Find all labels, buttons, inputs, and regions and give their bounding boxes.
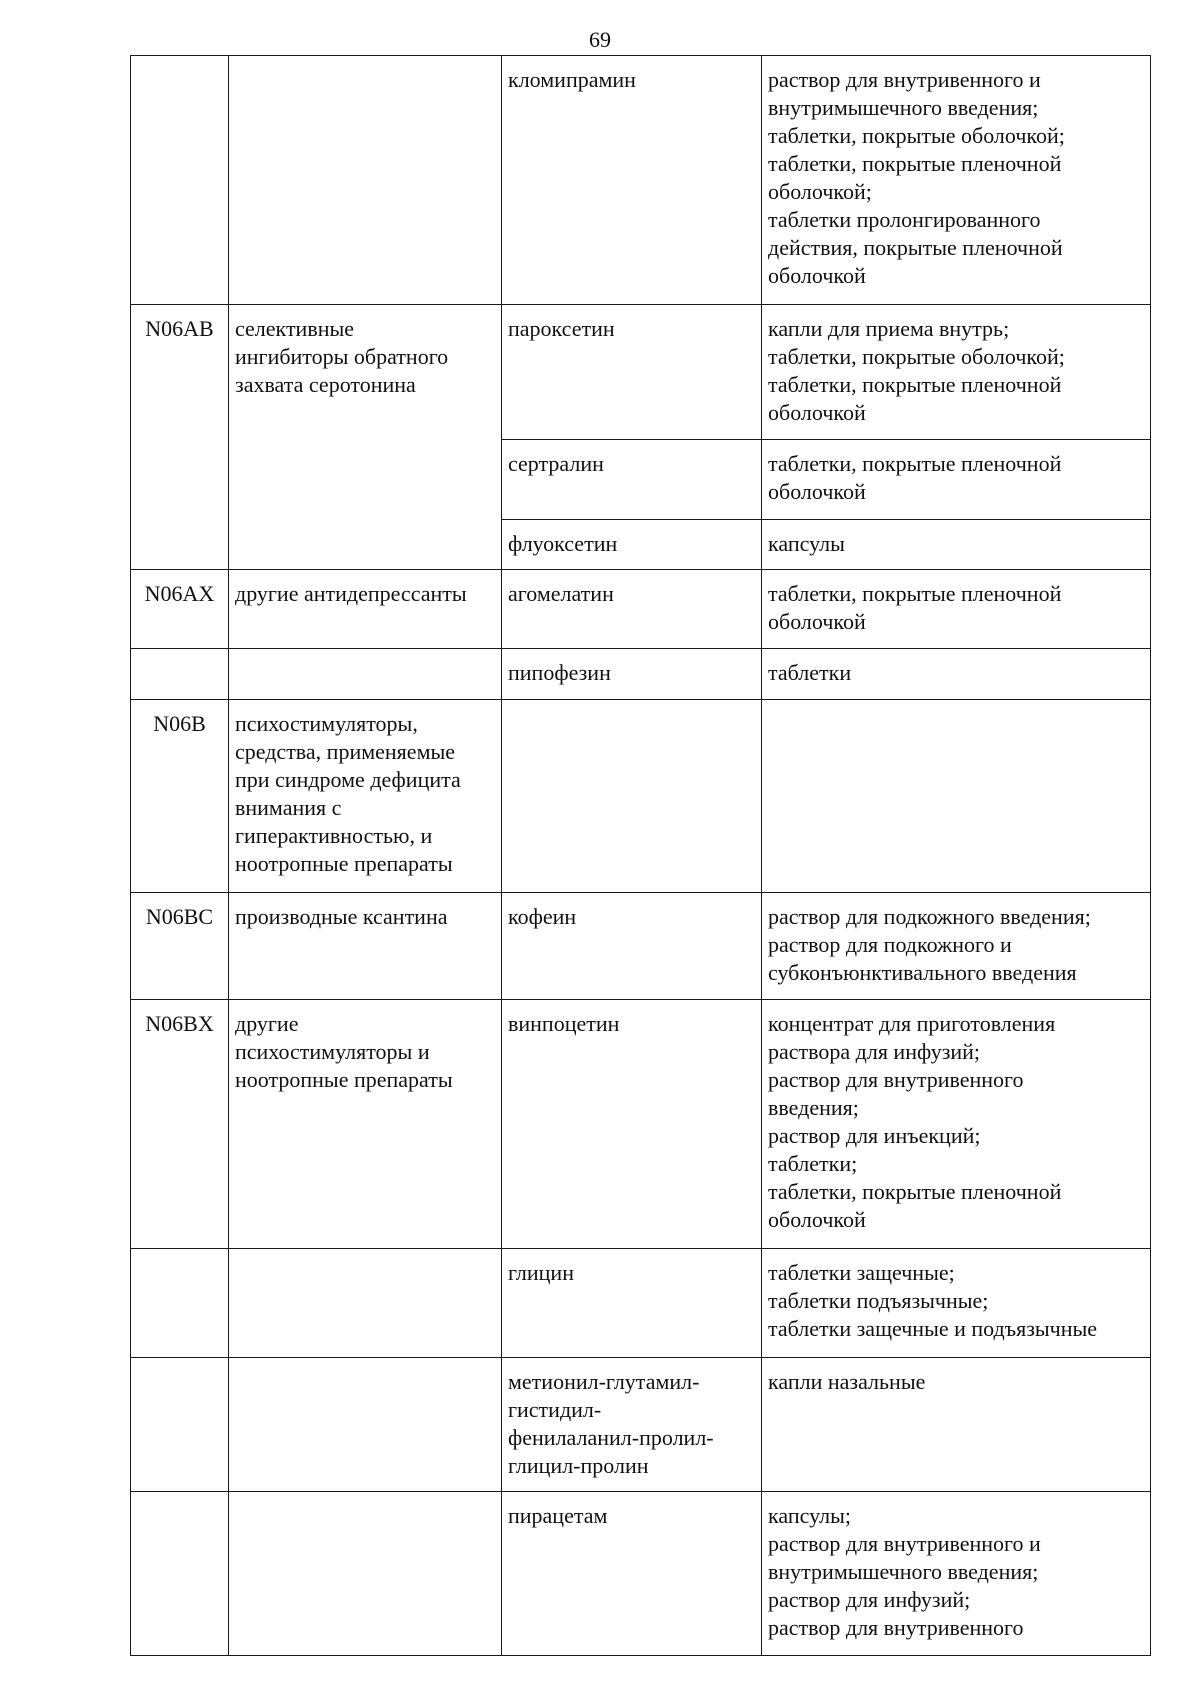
atc-code-cell: N06B	[131, 700, 229, 893]
dosage-forms-cell: капли для приема внутрь; таблетки, покрытые оболочкой; таблетки, покрытые пленочной оболочкой	[762, 305, 1151, 440]
dosage-forms-cell: раствор для внутривенного и внутримышечного введения; таблетки, покрытые оболочкой; таблетки, покрытые пленочной оболочкой; таблетки пролонгированного действия, покрытые пленочной оболочкой	[762, 56, 1151, 305]
drug-name-cell: агомелатин	[502, 570, 762, 649]
group-cell: производные ксантина	[229, 893, 502, 1000]
drug-name-cell: кофеин	[502, 893, 762, 1000]
drug-name-cell: глицин	[502, 1249, 762, 1358]
drug-name-cell: пипофезин	[502, 649, 762, 700]
table-row	[131, 1000, 1151, 1249]
dosage-forms-cell: капли назальные	[762, 1358, 1151, 1492]
dosage-forms-cell	[762, 700, 1151, 893]
drug-name-cell: флуоксетин	[502, 520, 762, 570]
drug-name-cell: сертралин	[502, 440, 762, 520]
table-row	[131, 893, 1151, 1000]
table-row	[131, 305, 1151, 440]
page-number: 69	[589, 27, 611, 52]
atc-code-cell	[131, 1492, 229, 1656]
dosage-forms-cell: таблетки защечные; таблетки подъязычные; таблетки защечные и подъязычные	[762, 1249, 1151, 1358]
drug-name-cell	[502, 700, 762, 893]
group-cell	[229, 649, 502, 700]
group-cell	[229, 1358, 502, 1492]
atc-code-cell	[131, 649, 229, 700]
atc-code-cell: N06BX	[131, 1000, 229, 1249]
group-cell	[229, 1492, 502, 1656]
table-row	[131, 1492, 1151, 1656]
table-row	[131, 1249, 1151, 1358]
dosage-forms-cell: таблетки	[762, 649, 1151, 700]
dosage-forms-cell: концентрат для приготовления раствора для инфузий; раствор для внутривенного введения; раствор для инъекций; таблетки; таблетки, покрытые пленочной оболочкой	[762, 1000, 1151, 1249]
table-row	[131, 570, 1151, 649]
dosage-forms-cell: таблетки, покрытые пленочной оболочкой	[762, 570, 1151, 649]
dosage-forms-cell: раствор для подкожного введения; раствор для подкожного и субконъюнктивального введения	[762, 893, 1151, 1000]
table-row	[131, 649, 1151, 700]
table-row	[131, 1358, 1151, 1492]
group-cell: психостимуляторы, средства, применяемые при синдроме дефицита внимания с гиперактивностью, и ноотропные препараты	[229, 700, 502, 893]
drug-name-cell: метионил-глутамил- гистидил- фенилаланил-пролил- глицил-пролин	[502, 1358, 762, 1492]
dosage-forms-cell: капсулы	[762, 520, 1151, 570]
drug-table	[130, 55, 1151, 1656]
group-cell: другие психостимуляторы и ноотропные препараты	[229, 1000, 502, 1249]
drug-name-cell: винпоцетин	[502, 1000, 762, 1249]
atc-code-cell: N06AB	[131, 305, 229, 570]
atc-code-cell	[131, 56, 229, 305]
table-row	[131, 700, 1151, 893]
atc-code-cell	[131, 1249, 229, 1358]
drug-name-cell: кломипрамин	[502, 56, 762, 305]
group-cell	[229, 56, 502, 305]
group-cell: другие антидепрессанты	[229, 570, 502, 649]
dosage-forms-cell: капсулы; раствор для внутривенного и внутримышечного введения; раствор для инфузий; раствор для внутривенного	[762, 1492, 1151, 1656]
atc-code-cell: N06BC	[131, 893, 229, 1000]
drug-name-cell: пирацетам	[502, 1492, 762, 1656]
dosage-forms-cell: таблетки, покрытые пленочной оболочкой	[762, 440, 1151, 520]
table-row	[131, 56, 1151, 305]
group-cell: селективные ингибиторы обратного захвата серотонина	[229, 305, 502, 570]
atc-code-cell: N06AX	[131, 570, 229, 649]
drug-name-cell: пароксетин	[502, 305, 762, 440]
atc-code-cell	[131, 1358, 229, 1492]
group-cell	[229, 1249, 502, 1358]
